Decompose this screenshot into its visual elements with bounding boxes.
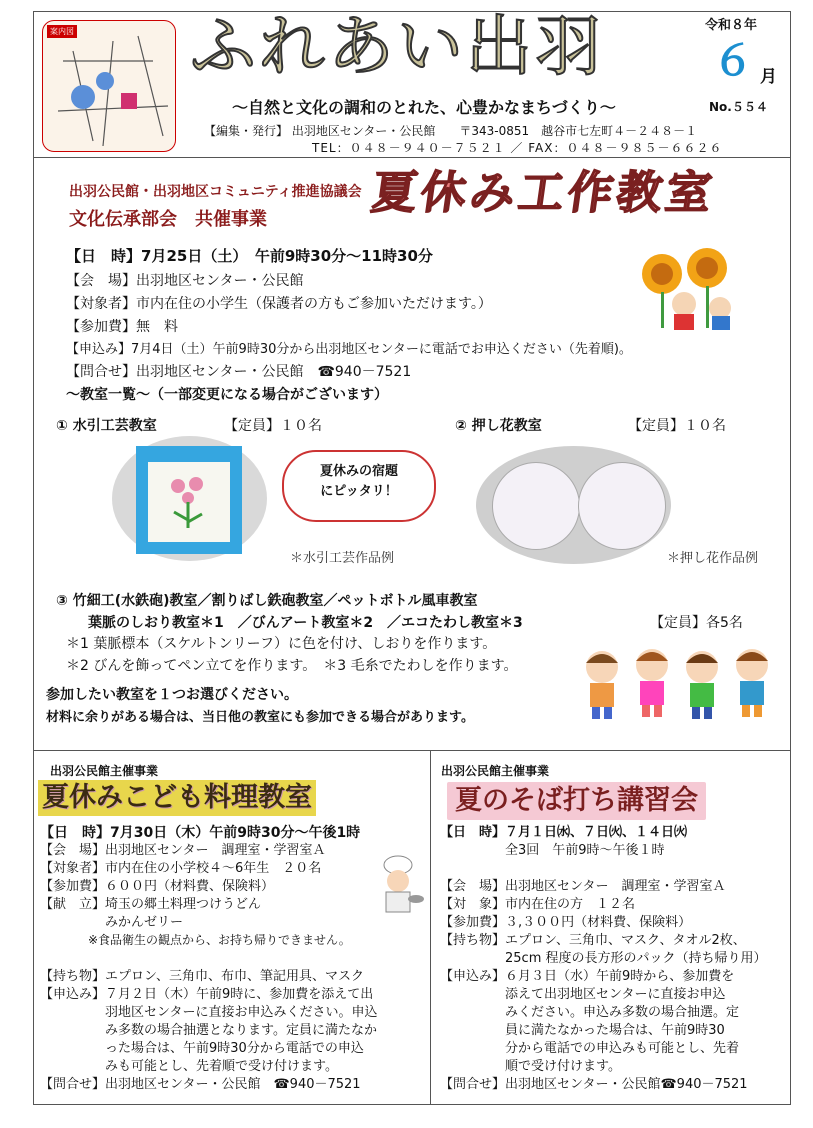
class3-line1: ③ 竹細工(水鉄砲)教室／割りばし鉄砲教室／ペットボトル風車教室	[56, 593, 478, 609]
soba-sponsor: 出羽公民館主催事業	[441, 764, 550, 778]
cooking-title: 夏休みこども料理教室	[38, 780, 316, 816]
chef-illustration	[374, 855, 426, 915]
soba-row: みください。申込み多数の場合抽選。定	[440, 1005, 740, 1020]
soba-row: 順で受け付けます。	[440, 1059, 621, 1074]
column-divider	[430, 750, 431, 1105]
craft-organizer: 出羽公民館・出羽地区コミュニティ推進協議会	[69, 184, 362, 200]
oshibana-photo	[476, 446, 671, 564]
month-number: ６	[712, 36, 755, 85]
oshibana-caption: ＊押し花作品例	[667, 551, 759, 566]
soba-details	[440, 826, 785, 1096]
cooking-row: 【会 場】出羽地区センター 調理室・学習室Ａ	[40, 843, 326, 858]
craft-title: 夏休み工作教室	[368, 166, 719, 219]
soba-row: 分から電話での申込みも可能とし、先着	[440, 1041, 740, 1056]
cooking-row: ※食品衛生の観点から、お持ち帰りできません。	[40, 933, 351, 947]
craft-fee: 【参加費】無 料	[66, 319, 178, 335]
soba-row: 【参加費】３,３００円（材料費、保険料）	[440, 915, 692, 930]
soba-row: 【持ち物】エプロン、三角巾、マスク、タオル2枚、	[440, 933, 746, 948]
note-1: ＊1 葉脈標本（スケルトンリーフ）に色を付け、しおりを作ります。	[66, 636, 497, 652]
header-divider	[33, 157, 791, 158]
contact-line: TEL：０４８－９４０－７５２１ ／ FAX：０４８－９８５－６６２６	[312, 141, 723, 155]
soba-row	[440, 862, 785, 880]
craft-inquiry: 【問合せ】出羽地区センター・公民館 ☎940－7521	[66, 364, 412, 380]
cooking-sponsor: 出羽公民館主催事業	[50, 764, 159, 778]
cooking-row: 【参加費】６００円（材料費、保険料）	[40, 879, 275, 894]
select-note: 参加したい教室を１つお選びください。	[46, 687, 298, 703]
cooking-row: った場合は、午前9時30分から電話での申込	[40, 1041, 364, 1056]
soba-title: 夏のそば打ち講習会	[447, 782, 706, 820]
cooking-row	[40, 952, 428, 970]
soba-row: 員に満たなかった場合は、午前9時30	[440, 1023, 725, 1038]
location-map	[42, 20, 176, 152]
class2-name: ② 押し花教室	[455, 418, 542, 434]
cooking-row: 【対象者】市内在住の小学校４～6年生 ２０名	[40, 861, 322, 876]
sunflower-kids-illustration	[632, 246, 750, 332]
issue-number: No.５５４	[709, 100, 768, 114]
soba-row: 【申込み】６月３日（水）午前9時から、参加費を	[440, 969, 735, 984]
mizuhiki-photo	[112, 436, 267, 561]
craft-target: 【対象者】市内在住の小学生（保護者の方もご参加いただけます。）	[66, 296, 492, 312]
cooking-row: みかんゼリー	[40, 915, 184, 930]
cooking-row: 【持ち物】エプロン、三角巾、布巾、筆記用具、マスク	[40, 969, 364, 984]
newsletter-title: ふれあい出羽	[190, 8, 604, 85]
soba-row: 【問合せ】出羽地区センター・公民館☎940－7521	[440, 1077, 748, 1092]
speech-bubble: 夏休みの宿題 にピッタリ！	[282, 450, 436, 522]
cooking-row: 【申込み】７月２日（木）午前9時に、参加費を添えて出	[40, 987, 374, 1002]
era-year: 令和８年	[705, 18, 758, 33]
soba-row: 25cm 程度の長方形のパック（持ち帰り用）	[440, 951, 767, 966]
cooking-row: 【日 時】7月30日（木）午前9時30分～午後1時	[40, 825, 361, 841]
note-2: ＊2 びんを飾ってペン立てを作ります。 ＊3 毛糸でたわしを作ります。	[66, 658, 518, 674]
cooking-row: みも可能とし、先着順で受け付けます。	[40, 1059, 338, 1074]
soba-row: 【会 場】出羽地区センター 調理室・学習室Ａ	[440, 879, 726, 894]
section-divider	[33, 750, 791, 751]
children-illustration	[578, 645, 783, 723]
class2-capacity: 【定員】１０名	[628, 418, 726, 434]
craft-cosponsor: 文化伝承部会 共催事業	[69, 209, 267, 230]
class1-capacity: 【定員】１０名	[224, 418, 322, 434]
cooking-row: 【問合せ】出羽地区センター・公民館 ☎940－7521	[40, 1077, 361, 1092]
soba-row: 【日 時】７月１日㈬、７日㈫、１４日㈫	[440, 825, 688, 840]
craft-application: 【申込み】7月4日（土）午前9時30分から出羽地区センターに電話でお申込ください（先着順)。	[66, 342, 632, 357]
cooking-row: 羽地区センターに直接お申込みください。申込	[40, 1005, 378, 1020]
publisher-line: 【編集・発行】 出羽地区センター・公民館 〒343-0851 越谷市七左町４－２４８－１	[204, 124, 698, 138]
map-drawing	[43, 21, 175, 151]
map-tag: 案内図	[47, 25, 77, 38]
class3-capacity: 【定員】各5名	[650, 615, 743, 631]
cooking-row: 【献 立】埼玉の郷土料理つけうどん	[40, 897, 262, 912]
slogan: ～自然と文化の調和のとれた、心豊かなまちづくり～	[232, 98, 616, 117]
flower-drawing	[148, 462, 230, 542]
cooking-details	[40, 826, 428, 1096]
month-label: 月	[760, 67, 777, 87]
craft-date: 【日 時】7月25日（土） 午前9時30分～11時30分	[66, 247, 433, 265]
cooking-row: み多数の場合抽選となります。定員に満たなか	[40, 1023, 377, 1038]
class1-name: ① 水引工芸教室	[56, 418, 157, 434]
soba-row: 添えて出羽地区センターに直接お申込	[440, 987, 726, 1002]
extra-note: 材料に余りがある場合は、当日他の教室にも参加できる場合があります。	[46, 710, 474, 725]
soba-row: 全3回 午前9時～午後１時	[440, 843, 665, 858]
class3-line2: 葉脈のしおり教室＊1 ／びんアート教室＊2 ／エコたわし教室＊3	[88, 615, 523, 631]
mizuhiki-caption: ＊水引工芸作品例	[290, 551, 395, 566]
class-list-heading: ～教室一覧～（一部変更になる場合がございます）	[66, 387, 388, 403]
soba-row: 【対 象】市内在住の方 １２名	[440, 897, 636, 912]
craft-venue: 【会 場】出羽地区センター・公民館	[66, 273, 304, 289]
